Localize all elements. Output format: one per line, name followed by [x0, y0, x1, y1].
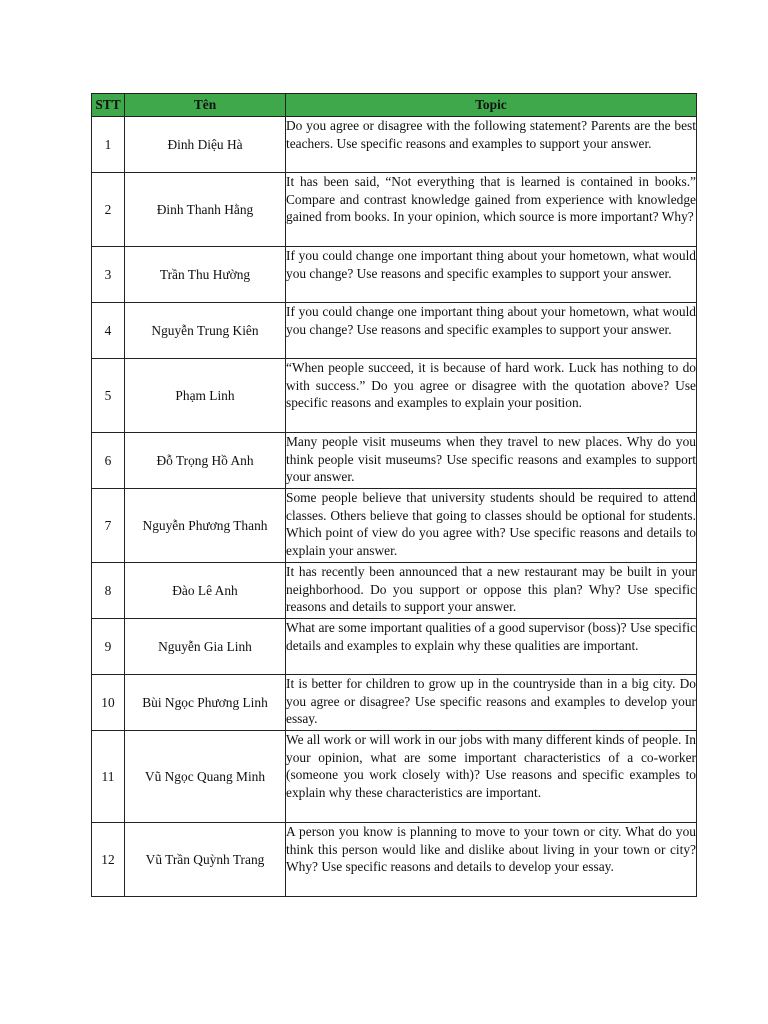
topics-table	[91, 93, 697, 897]
table-row	[92, 489, 697, 563]
essay-topic: If you could change one important thing about your hometown, what would you change? Use reasons and specific examples to support your answer.	[286, 303, 697, 359]
column-header-name: Tên	[125, 94, 286, 117]
table-row	[92, 117, 697, 173]
row-number: 7	[92, 489, 125, 563]
row-number: 5	[92, 359, 125, 433]
student-name: Bùi Ngọc Phương Linh	[125, 675, 286, 731]
row-number: 1	[92, 117, 125, 173]
table-row	[92, 563, 697, 619]
essay-topic: Many people visit museums when they travel to new places. Why do you think people visit museums? Use specific reasons and examples to support your answer.	[286, 433, 697, 489]
table-row	[92, 619, 697, 675]
essay-topic: We all work or will work in our jobs with many different kinds of people. In your opinion, what are some important characteristics of a co-worker (someone you work closely with)? Use reasons and specific examples to explain why these characteristics are important.	[286, 731, 697, 823]
student-name: Vũ Ngọc Quang Minh	[125, 731, 286, 823]
essay-topic: It has been said, “Not everything that is learned is contained in books.” Compare and contrast knowledge gained from experience with knowledge gained from books. In your opinion, which source is more important? Why?	[286, 173, 697, 247]
column-header-stt: STT	[92, 94, 125, 117]
table-row	[92, 731, 697, 823]
table-row	[92, 303, 697, 359]
student-name: Nguyễn Trung Kiên	[125, 303, 286, 359]
student-name: Nguyễn Gia Linh	[125, 619, 286, 675]
row-number: 3	[92, 247, 125, 303]
table-row	[92, 433, 697, 489]
student-name: Trần Thu Hường	[125, 247, 286, 303]
table-row	[92, 359, 697, 433]
table-row	[92, 675, 697, 731]
row-number: 10	[92, 675, 125, 731]
student-name: Đinh Thanh Hằng	[125, 173, 286, 247]
student-name: Phạm Linh	[125, 359, 286, 433]
essay-topic: It is better for children to grow up in the countryside than in a big city. Do you agree or disagree? Use specific reasons and examples to develop your essay.	[286, 675, 697, 731]
column-header-topic: Topic	[286, 94, 697, 117]
row-number: 6	[92, 433, 125, 489]
student-name: Nguyễn Phương Thanh	[125, 489, 286, 563]
student-name: Đỗ Trọng Hồ Anh	[125, 433, 286, 489]
essay-topic: If you could change one important thing about your hometown, what would you change? Use reasons and specific examples to support your answer.	[286, 247, 697, 303]
row-number: 12	[92, 823, 125, 897]
table-header-row	[92, 94, 697, 117]
essay-topic: Some people believe that university students should be required to attend classes. Others believe that going to classes should be optional for students. Which point of view do you agree with? Use specific reasons and details to explain your answer.	[286, 489, 697, 563]
table-row	[92, 823, 697, 897]
essay-topic: A person you know is planning to move to your town or city. What do you think this person would like and dislike about living in your town or city? Why? Use specific reasons and details to develop your essay.	[286, 823, 697, 897]
row-number: 11	[92, 731, 125, 823]
row-number: 4	[92, 303, 125, 359]
essay-topic: It has recently been announced that a new restaurant may be built in your neighborhood. Do you support or oppose this plan? Why? Use specific reasons and details to support your answer.	[286, 563, 697, 619]
essay-topic: “When people succeed, it is because of hard work. Luck has nothing to do with success.” Do you agree or disagree with the quotation above? Use specific reasons and examples to explain your position.	[286, 359, 697, 433]
essay-topic: Do you agree or disagree with the following statement? Parents are the best teachers. Use specific reasons and examples to support your answer.	[286, 117, 697, 173]
student-name: Đinh Diệu Hà	[125, 117, 286, 173]
table-row	[92, 247, 697, 303]
table-row	[92, 173, 697, 247]
row-number: 9	[92, 619, 125, 675]
essay-topic: What are some important qualities of a good supervisor (boss)? Use specific details and examples to explain why these qualities are important.	[286, 619, 697, 675]
student-name: Vũ Trần Quỳnh Trang	[125, 823, 286, 897]
student-name: Đào Lê Anh	[125, 563, 286, 619]
row-number: 2	[92, 173, 125, 247]
row-number: 8	[92, 563, 125, 619]
